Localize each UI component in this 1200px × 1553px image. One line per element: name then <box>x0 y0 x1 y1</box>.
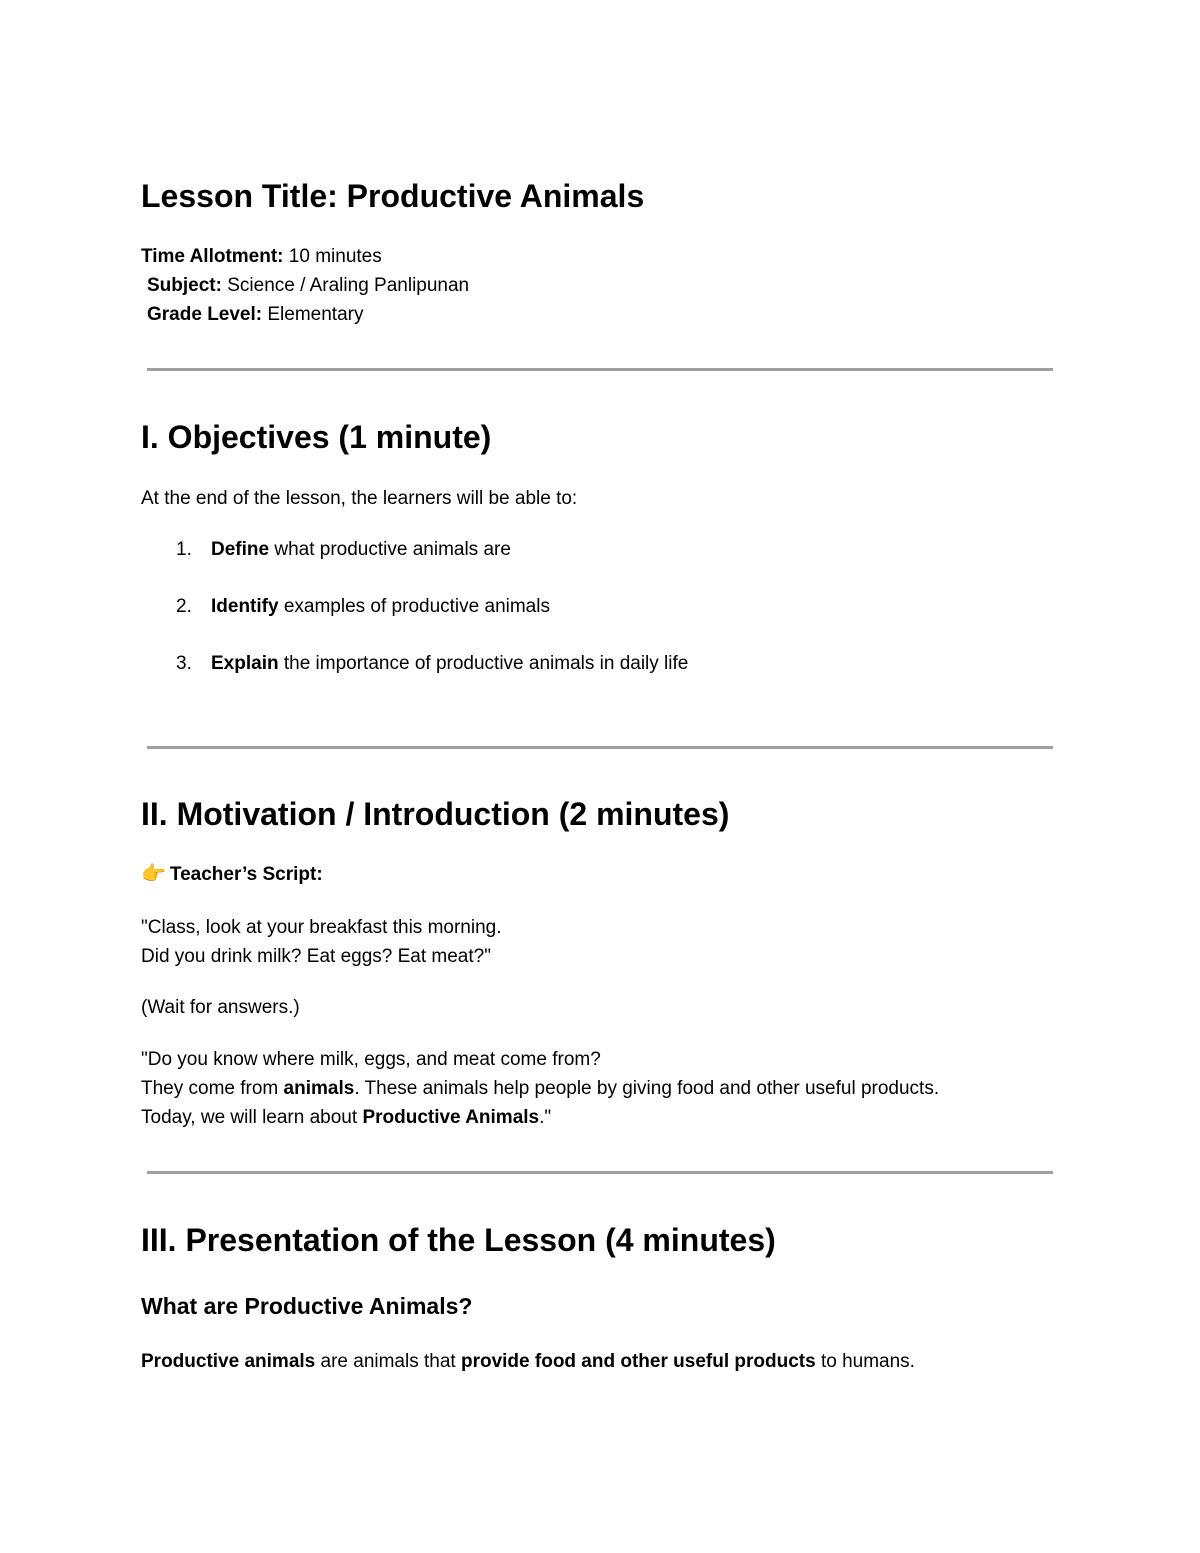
quote-line: Did you drink milk? Eat eggs? Eat meat?" <box>141 946 491 967</box>
time-allotment-value: 10 minutes <box>283 246 382 267</box>
quote-line: "Class, look at your breakfast this morning. <box>141 917 502 938</box>
objective-verb: Identify <box>211 596 279 617</box>
presentation-subheading: What are Productive Animals? <box>141 1293 473 1319</box>
objectives-heading: I. Objectives (1 minute) <box>141 419 492 455</box>
objectives-intro: At the end of the lesson, the learners will be able to: <box>141 488 578 509</box>
objective-text: the importance of productive animals in daily life <box>278 653 689 674</box>
definition-term: Productive animals <box>141 1351 316 1372</box>
grade-level-value: Elementary <box>262 304 364 325</box>
time-allotment <box>141 247 382 266</box>
definition-text: to humans. <box>815 1351 915 1372</box>
objective-text: what productive animals are <box>269 539 511 560</box>
subject <box>147 276 469 295</box>
objective-verb: Explain <box>211 653 279 674</box>
quote-line: "Do you know where milk, eggs, and meat come from? <box>141 1049 601 1070</box>
section-divider <box>147 1171 1053 1174</box>
objective-item <box>176 597 550 616</box>
quote-text: They come from <box>141 1078 284 1099</box>
quote-text: ." <box>539 1107 552 1128</box>
lesson-title: Lesson Title: Productive Animals <box>141 178 645 214</box>
motivation-heading: II. Motivation / Introduction (2 minutes) <box>141 796 730 832</box>
time-allotment-label: Time Allotment: <box>141 246 284 267</box>
quote-emphasis: animals <box>283 1078 355 1099</box>
objective-item <box>176 654 688 673</box>
grade-level-label: Grade Level: <box>147 304 263 325</box>
pointing-hand-icon: 👉 <box>141 863 166 885</box>
quote-text: Today, we will learn about <box>141 1107 363 1128</box>
objective-number: 3. <box>176 653 192 674</box>
objective-number: 2. <box>176 596 192 617</box>
objective-text: examples of productive animals <box>278 596 550 617</box>
subject-value: Science / Araling Panlipunan <box>221 275 470 296</box>
section-divider <box>147 746 1053 749</box>
subject-label: Subject: <box>147 275 222 296</box>
objective-number: 1. <box>176 539 192 560</box>
quote-line <box>141 1079 939 1098</box>
teacher-script-label <box>141 864 323 884</box>
wait-instruction: (Wait for answers.) <box>141 997 300 1018</box>
quote-line <box>141 1108 551 1127</box>
teacher-script-text: Teacher’s Script: <box>169 864 323 885</box>
definition-text: are animals that <box>315 1351 461 1372</box>
quote-emphasis: Productive Animals <box>362 1107 540 1128</box>
section-divider <box>147 368 1053 371</box>
objective-item <box>176 540 511 559</box>
definition-paragraph <box>141 1352 915 1371</box>
presentation-heading: III. Presentation of the Lesson (4 minutes) <box>141 1222 776 1258</box>
quote-text: . These animals help people by giving food and other useful products. <box>354 1078 940 1099</box>
objective-verb: Define <box>211 539 270 560</box>
definition-emphasis: provide food and other useful products <box>460 1351 816 1372</box>
grade-level <box>147 305 363 324</box>
